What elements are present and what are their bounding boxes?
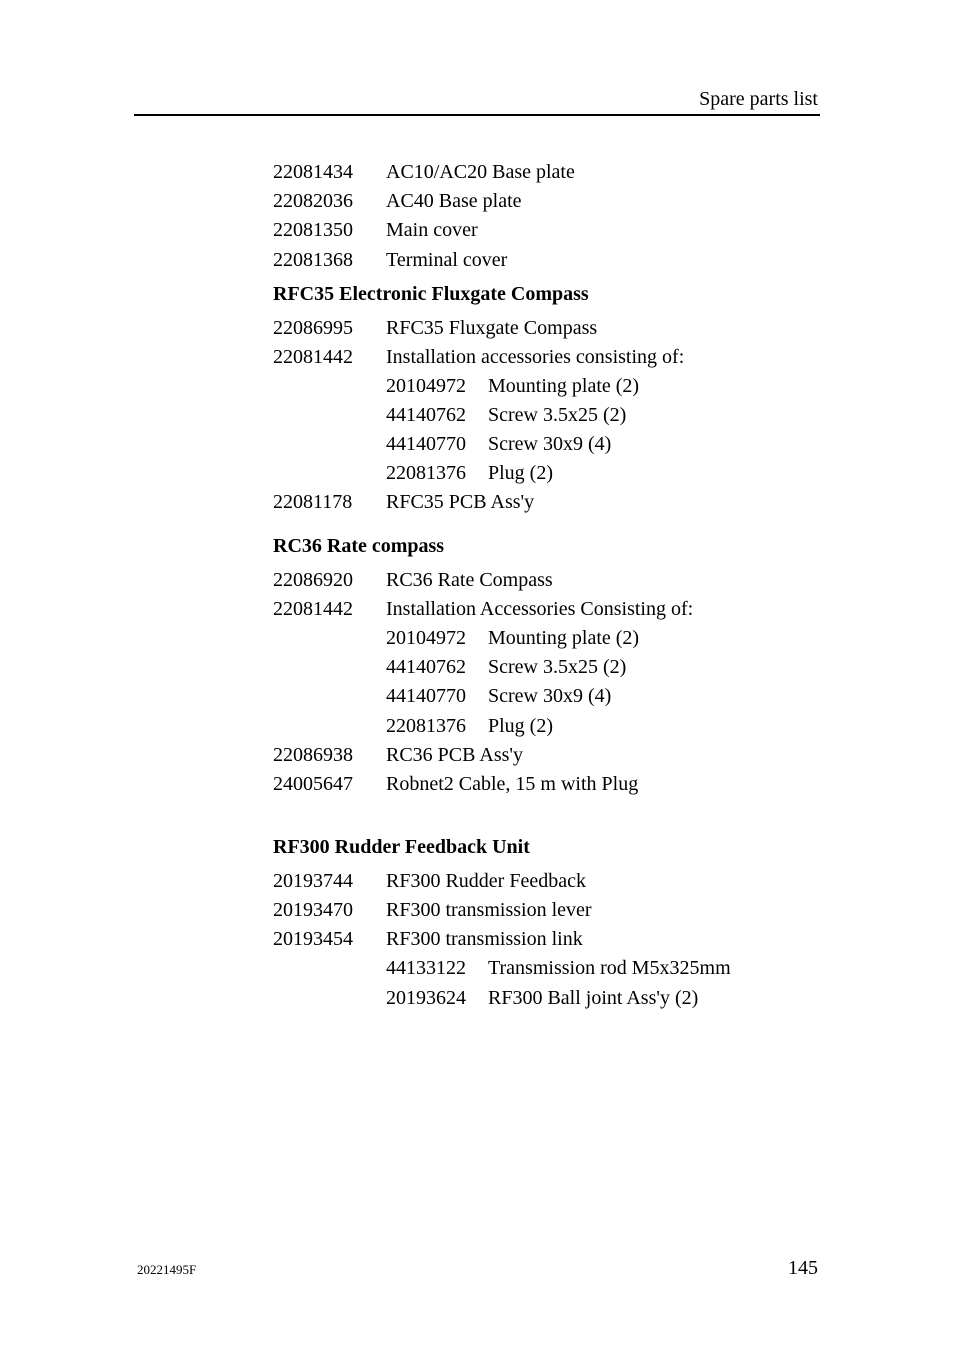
part-description: Screw 3.5x25 (2): [488, 404, 627, 426]
part-description: Terminal cover: [386, 249, 508, 271]
part-description: RF300 Rudder Feedback: [386, 870, 586, 892]
part-description: Screw 30x9 (4): [488, 433, 612, 455]
part-number: 20193454: [273, 928, 353, 950]
document-number: 20221495F: [137, 1262, 197, 1277]
part-number: 22081368: [273, 249, 353, 271]
part-number: 22086995: [273, 317, 353, 339]
part-number: 44140762: [386, 404, 466, 426]
part-description: Plug (2): [488, 462, 553, 484]
part-description: RF300 transmission link: [386, 928, 583, 950]
part-number: 44133122: [386, 957, 466, 979]
part-number: 22081178: [273, 491, 353, 513]
part-description: RC36 PCB Ass'y: [386, 744, 523, 766]
part-description: Transmission rod M5x325mm: [488, 957, 731, 979]
part-number: 24005647: [273, 773, 353, 795]
part-number: 22086938: [273, 744, 353, 766]
section-heading-rfc35: RFC35 Electronic Fluxgate Compass: [273, 283, 589, 305]
part-number: 22081442: [273, 346, 353, 368]
part-description: Plug (2): [488, 715, 553, 737]
part-description: AC40 Base plate: [386, 190, 522, 212]
header-rule: [134, 114, 820, 116]
part-description: Main cover: [386, 219, 478, 241]
part-description: Mounting plate (2): [488, 375, 640, 397]
page-number: 145: [788, 1257, 818, 1279]
part-number: 22081434: [273, 161, 353, 183]
page-header-title: Spare parts list: [699, 88, 818, 110]
part-number: 20193470: [273, 899, 353, 921]
part-number: 20193624: [386, 987, 466, 1009]
part-description: Screw 30x9 (4): [488, 685, 612, 707]
part-number: 20193744: [273, 870, 353, 892]
part-description: RF300 Ball joint Ass'y (2): [488, 987, 699, 1009]
part-number: 20104972: [386, 627, 466, 649]
part-number: 22081376: [386, 462, 466, 484]
part-description: Installation Accessories Consisting of:: [386, 598, 694, 620]
part-description: AC10/AC20 Base plate: [386, 161, 575, 183]
part-number: 22081376: [386, 715, 466, 737]
part-number: 22086920: [273, 569, 353, 591]
part-number: 44140770: [386, 685, 466, 707]
section-heading-rf300: RF300 Rudder Feedback Unit: [273, 836, 530, 858]
part-number: 22082036: [273, 190, 353, 212]
part-number: 22081442: [273, 598, 353, 620]
part-description: Robnet2 Cable, 15 m with Plug: [386, 773, 639, 795]
part-description: Installation accessories consisting of:: [386, 346, 685, 368]
part-description: Screw 3.5x25 (2): [488, 656, 627, 678]
part-number: 20104972: [386, 375, 466, 397]
part-description: Mounting plate (2): [488, 627, 640, 649]
part-number: 22081350: [273, 219, 353, 241]
part-description: RF300 transmission lever: [386, 899, 592, 921]
part-description: RC36 Rate Compass: [386, 569, 553, 591]
part-description: RFC35 Fluxgate Compass: [386, 317, 598, 339]
part-description: RFC35 PCB Ass'y: [386, 491, 535, 513]
part-number: 44140770: [386, 433, 466, 455]
part-number: 44140762: [386, 656, 466, 678]
section-heading-rc36: RC36 Rate compass: [273, 535, 445, 557]
